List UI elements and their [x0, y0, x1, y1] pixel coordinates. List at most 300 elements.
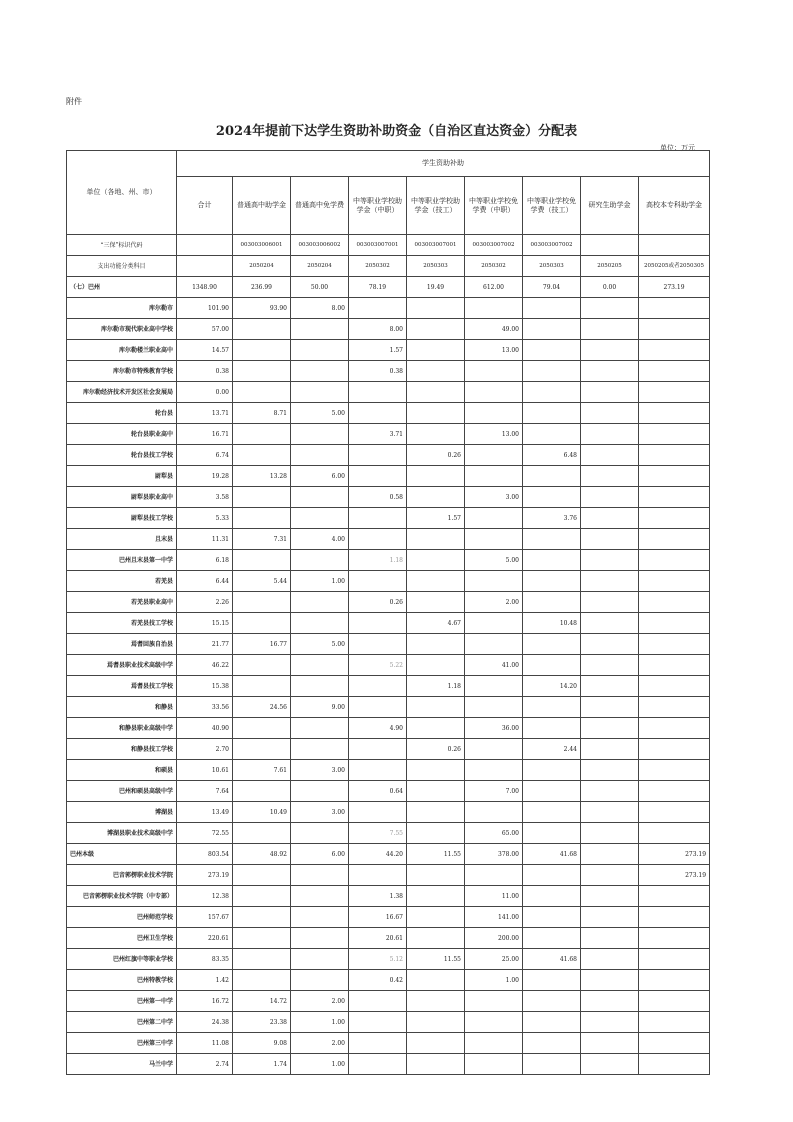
- value-cell: [581, 592, 639, 613]
- value-cell: [233, 823, 291, 844]
- value-cell: 72.55: [177, 823, 233, 844]
- value-cell: [523, 781, 581, 802]
- value-cell: 6.74: [177, 445, 233, 466]
- value-cell: [407, 928, 465, 949]
- value-cell: 14.20: [523, 676, 581, 697]
- value-cell: 13.49: [177, 802, 233, 823]
- value-cell: [349, 739, 407, 760]
- value-cell: 49.00: [465, 319, 523, 340]
- value-cell: [291, 508, 349, 529]
- value-cell: 273.19: [177, 865, 233, 886]
- value-cell: [465, 739, 523, 760]
- value-cell: 9.08: [233, 1033, 291, 1054]
- value-cell: [639, 970, 710, 991]
- value-cell: [291, 928, 349, 949]
- value-cell: [349, 508, 407, 529]
- value-cell: [407, 1054, 465, 1075]
- table-row: [67, 1012, 710, 1033]
- value-cell: [407, 1033, 465, 1054]
- value-cell: [523, 634, 581, 655]
- code-cell: 003003007002: [523, 235, 581, 256]
- value-cell: [407, 970, 465, 991]
- value-cell: [465, 613, 523, 634]
- value-cell: 7.64: [177, 781, 233, 802]
- value-cell: [291, 613, 349, 634]
- value-cell: 0.38: [349, 361, 407, 382]
- value-cell: [349, 298, 407, 319]
- value-cell: [407, 991, 465, 1012]
- row-unit-name: 库尔勒经济技术开发区社会发展局: [67, 382, 177, 403]
- value-cell: 0.58: [349, 487, 407, 508]
- value-cell: [523, 865, 581, 886]
- value-cell: [233, 445, 291, 466]
- value-cell: [639, 802, 710, 823]
- value-cell: [581, 1033, 639, 1054]
- row-unit-name: 巴州师范学校: [67, 907, 177, 928]
- value-cell: [639, 613, 710, 634]
- code-row: [67, 235, 710, 256]
- value-cell: [233, 424, 291, 445]
- value-cell: [639, 382, 710, 403]
- value-cell: 1.00: [291, 1012, 349, 1033]
- value-cell: 5.00: [291, 634, 349, 655]
- table-row: [67, 655, 710, 676]
- value-cell: 79.04: [523, 277, 581, 298]
- value-cell: 157.67: [177, 907, 233, 928]
- row-unit-name: 若羌县技工学校: [67, 613, 177, 634]
- value-cell: [291, 487, 349, 508]
- value-cell: 1.18: [407, 676, 465, 697]
- value-cell: [639, 739, 710, 760]
- value-cell: [639, 886, 710, 907]
- value-cell: [523, 928, 581, 949]
- value-cell: [581, 970, 639, 991]
- value-cell: [639, 403, 710, 424]
- value-cell: [291, 676, 349, 697]
- code-cell: 2050204: [233, 256, 291, 277]
- value-cell: [349, 802, 407, 823]
- value-cell: 9.00: [291, 697, 349, 718]
- code-cell: 003003006001: [233, 235, 291, 256]
- attachment-label: 附件: [66, 97, 82, 106]
- value-cell: [639, 550, 710, 571]
- value-cell: [581, 697, 639, 718]
- value-cell: [465, 634, 523, 655]
- value-cell: [523, 403, 581, 424]
- row-unit-name: 轮台县技工学校: [67, 445, 177, 466]
- value-cell: [639, 697, 710, 718]
- value-cell: [581, 466, 639, 487]
- value-cell: [465, 1054, 523, 1075]
- row-unit-name: 尉犁县职业高中: [67, 487, 177, 508]
- value-cell: [639, 928, 710, 949]
- value-cell: [523, 361, 581, 382]
- table-row: [67, 865, 710, 886]
- row-unit-name: 巴音郭楞职业技术学院（中专部）: [67, 886, 177, 907]
- allocation-table: [66, 150, 710, 1075]
- value-cell: [639, 1033, 710, 1054]
- value-cell: 21.77: [177, 634, 233, 655]
- value-cell: [523, 319, 581, 340]
- table-row: [67, 592, 710, 613]
- value-cell: 1.00: [291, 1054, 349, 1075]
- value-cell: [349, 991, 407, 1012]
- row-unit-name: 且末县: [67, 529, 177, 550]
- value-cell: 23.38: [233, 1012, 291, 1033]
- value-cell: [465, 1033, 523, 1054]
- row-unit-name: 马兰中学: [67, 1054, 177, 1075]
- code-row: [67, 256, 710, 277]
- table-row: [67, 487, 710, 508]
- value-cell: 20.61: [349, 928, 407, 949]
- table-row: [67, 403, 710, 424]
- value-cell: [233, 592, 291, 613]
- value-cell: [581, 823, 639, 844]
- value-cell: [581, 907, 639, 928]
- value-cell: [639, 529, 710, 550]
- value-cell: 5.12: [349, 949, 407, 970]
- value-cell: [407, 487, 465, 508]
- value-cell: [523, 466, 581, 487]
- code-cell: 2050303: [407, 256, 465, 277]
- value-cell: 0.00: [581, 277, 639, 298]
- value-cell: 11.08: [177, 1033, 233, 1054]
- value-cell: [407, 802, 465, 823]
- value-cell: 1.38: [349, 886, 407, 907]
- table-row: [67, 718, 710, 739]
- value-cell: [233, 781, 291, 802]
- value-cell: 6.44: [177, 571, 233, 592]
- column-header: 高校本专科助学金: [639, 177, 710, 235]
- value-cell: [291, 781, 349, 802]
- value-cell: [581, 571, 639, 592]
- value-cell: [581, 886, 639, 907]
- value-cell: 78.19: [349, 277, 407, 298]
- value-cell: 803.54: [177, 844, 233, 865]
- value-cell: [407, 886, 465, 907]
- value-cell: [523, 802, 581, 823]
- value-cell: 101.90: [177, 298, 233, 319]
- value-cell: [581, 361, 639, 382]
- value-cell: [407, 424, 465, 445]
- value-cell: [639, 781, 710, 802]
- value-cell: [233, 718, 291, 739]
- value-cell: 10.61: [177, 760, 233, 781]
- value-cell: [465, 571, 523, 592]
- value-cell: [407, 466, 465, 487]
- value-cell: [639, 718, 710, 739]
- value-cell: [581, 445, 639, 466]
- code-row-label: 支出功能分类科目: [67, 256, 177, 277]
- value-cell: [291, 382, 349, 403]
- value-cell: [581, 319, 639, 340]
- value-cell: [523, 592, 581, 613]
- value-cell: [523, 382, 581, 403]
- value-cell: [581, 655, 639, 676]
- value-cell: [581, 949, 639, 970]
- row-unit-name: 尉犁县技工学校: [67, 508, 177, 529]
- value-cell: 3.58: [177, 487, 233, 508]
- value-cell: [407, 865, 465, 886]
- value-cell: [349, 613, 407, 634]
- unit-note: 单位：万元: [660, 144, 695, 152]
- value-cell: [523, 1012, 581, 1033]
- value-cell: [465, 403, 523, 424]
- value-cell: [581, 718, 639, 739]
- value-cell: [465, 445, 523, 466]
- value-cell: 2.44: [523, 739, 581, 760]
- value-cell: 0.38: [177, 361, 233, 382]
- value-cell: [639, 949, 710, 970]
- value-cell: [465, 508, 523, 529]
- value-cell: [581, 298, 639, 319]
- value-cell: 200.00: [465, 928, 523, 949]
- code-row-label: “三保”标识代码: [67, 235, 177, 256]
- value-cell: [407, 529, 465, 550]
- value-cell: [291, 739, 349, 760]
- table-row: [67, 550, 710, 571]
- row-unit-name: 巴州本级: [67, 844, 177, 865]
- value-cell: [233, 886, 291, 907]
- value-cell: [407, 697, 465, 718]
- value-cell: 0.26: [349, 592, 407, 613]
- value-cell: [233, 676, 291, 697]
- value-cell: 5.22: [349, 655, 407, 676]
- value-cell: [523, 718, 581, 739]
- value-cell: [581, 529, 639, 550]
- value-cell: 48.92: [233, 844, 291, 865]
- value-cell: [291, 970, 349, 991]
- value-cell: 1.74: [233, 1054, 291, 1075]
- value-cell: [465, 802, 523, 823]
- value-cell: [407, 655, 465, 676]
- value-cell: [639, 1054, 710, 1075]
- row-unit-name: 轮台县: [67, 403, 177, 424]
- value-cell: [465, 466, 523, 487]
- table-row: [67, 1033, 710, 1054]
- value-cell: [581, 550, 639, 571]
- value-cell: [291, 424, 349, 445]
- table-row: [67, 445, 710, 466]
- value-cell: 11.55: [407, 949, 465, 970]
- value-cell: [639, 298, 710, 319]
- row-unit-name: 和硕县: [67, 760, 177, 781]
- value-cell: 50.00: [291, 277, 349, 298]
- row-unit-name: 尉犁县: [67, 466, 177, 487]
- row-unit-name: 巴州和硕县高级中学: [67, 781, 177, 802]
- value-cell: 24.56: [233, 697, 291, 718]
- value-cell: 12.38: [177, 886, 233, 907]
- value-cell: 0.26: [407, 739, 465, 760]
- value-cell: [581, 1054, 639, 1075]
- value-cell: [407, 382, 465, 403]
- value-cell: [349, 382, 407, 403]
- value-cell: [523, 970, 581, 991]
- value-cell: [523, 1033, 581, 1054]
- table-row: [67, 298, 710, 319]
- value-cell: 1.00: [465, 970, 523, 991]
- column-header: 研究生助学金: [581, 177, 639, 235]
- value-cell: 15.38: [177, 676, 233, 697]
- value-cell: [639, 760, 710, 781]
- document-title: 2024年提前下达学生资助补助资金（自治区直达资金）分配表: [215, 124, 578, 139]
- code-cell: 2050204: [291, 256, 349, 277]
- value-cell: 57.00: [177, 319, 233, 340]
- table-row: [67, 928, 710, 949]
- value-cell: [523, 823, 581, 844]
- column-header: 普通高中助学金: [233, 177, 291, 235]
- value-cell: [291, 886, 349, 907]
- row-unit-name: 巴州第三中学: [67, 1033, 177, 1054]
- value-cell: [523, 697, 581, 718]
- table-row: [67, 697, 710, 718]
- value-cell: 3.00: [291, 802, 349, 823]
- value-cell: [233, 949, 291, 970]
- value-cell: 2.74: [177, 1054, 233, 1075]
- code-cell: [177, 256, 233, 277]
- value-cell: [291, 550, 349, 571]
- value-cell: 13.00: [465, 340, 523, 361]
- value-cell: [465, 760, 523, 781]
- value-cell: 25.00: [465, 949, 523, 970]
- value-cell: [407, 298, 465, 319]
- table-row: [67, 466, 710, 487]
- value-cell: 612.00: [465, 277, 523, 298]
- value-cell: [407, 760, 465, 781]
- value-cell: 0.26: [407, 445, 465, 466]
- value-cell: [523, 571, 581, 592]
- value-cell: [233, 319, 291, 340]
- value-cell: [291, 907, 349, 928]
- row-unit-name: 焉耆县职业技术高级中学: [67, 655, 177, 676]
- value-cell: [581, 991, 639, 1012]
- value-cell: [407, 718, 465, 739]
- row-unit-name: 巴音郭楞职业技术学院: [67, 865, 177, 886]
- value-cell: [407, 634, 465, 655]
- value-cell: 16.67: [349, 907, 407, 928]
- value-cell: 0.42: [349, 970, 407, 991]
- value-cell: 13.28: [233, 466, 291, 487]
- value-cell: 6.48: [523, 445, 581, 466]
- value-cell: 5.00: [465, 550, 523, 571]
- value-cell: 24.38: [177, 1012, 233, 1033]
- column-header: 中等职业学校免学费（技工）: [523, 177, 581, 235]
- value-cell: [233, 928, 291, 949]
- value-cell: [465, 865, 523, 886]
- value-cell: [465, 529, 523, 550]
- value-cell: [407, 1012, 465, 1033]
- value-cell: 1.57: [407, 508, 465, 529]
- value-cell: [523, 1054, 581, 1075]
- value-cell: [581, 676, 639, 697]
- value-cell: 2.00: [291, 991, 349, 1012]
- table-row: [67, 781, 710, 802]
- value-cell: 7.55: [349, 823, 407, 844]
- row-unit-name: 巴州红旗中等职业学校: [67, 949, 177, 970]
- code-cell: 003003007002: [465, 235, 523, 256]
- value-cell: 4.67: [407, 613, 465, 634]
- value-cell: 16.72: [177, 991, 233, 1012]
- value-cell: [639, 592, 710, 613]
- value-cell: [291, 361, 349, 382]
- value-cell: [349, 445, 407, 466]
- value-cell: [349, 760, 407, 781]
- value-cell: [349, 1033, 407, 1054]
- value-cell: [523, 550, 581, 571]
- code-cell: 003003007001: [407, 235, 465, 256]
- table-row: [67, 277, 710, 298]
- row-unit-name: 巴州特教学校: [67, 970, 177, 991]
- value-cell: 236.99: [233, 277, 291, 298]
- value-cell: 7.61: [233, 760, 291, 781]
- value-cell: [349, 571, 407, 592]
- value-cell: 7.00: [465, 781, 523, 802]
- value-cell: 1.42: [177, 970, 233, 991]
- value-cell: [465, 361, 523, 382]
- value-cell: 93.90: [233, 298, 291, 319]
- value-cell: [639, 361, 710, 382]
- value-cell: 16.71: [177, 424, 233, 445]
- code-cell: [581, 235, 639, 256]
- value-cell: [639, 508, 710, 529]
- value-cell: 3.00: [291, 760, 349, 781]
- header-row-group: [67, 151, 710, 177]
- value-cell: 3.76: [523, 508, 581, 529]
- value-cell: [639, 676, 710, 697]
- table-row: [67, 1054, 710, 1075]
- value-cell: [581, 844, 639, 865]
- value-cell: [523, 424, 581, 445]
- group-header: 学生资助补助: [177, 151, 710, 177]
- value-cell: [233, 613, 291, 634]
- unit-column-header: 单位（各地、州、市）: [67, 151, 177, 235]
- value-cell: [407, 403, 465, 424]
- value-cell: [233, 970, 291, 991]
- code-cell: 2050303: [523, 256, 581, 277]
- table-row: [67, 739, 710, 760]
- value-cell: 2.00: [291, 1033, 349, 1054]
- value-cell: [233, 907, 291, 928]
- value-cell: [349, 1012, 407, 1033]
- value-cell: [639, 634, 710, 655]
- value-cell: 41.68: [523, 844, 581, 865]
- value-cell: 6.00: [291, 466, 349, 487]
- value-cell: 273.19: [639, 844, 710, 865]
- value-cell: 2.70: [177, 739, 233, 760]
- value-cell: [291, 592, 349, 613]
- value-cell: [233, 487, 291, 508]
- column-header: 合计: [177, 177, 233, 235]
- row-unit-name: 和静县技工学校: [67, 739, 177, 760]
- row-unit-name: 库尔勒市现代职业高中学校: [67, 319, 177, 340]
- value-cell: [407, 823, 465, 844]
- code-cell: 2050205: [581, 256, 639, 277]
- value-cell: [581, 760, 639, 781]
- value-cell: [465, 991, 523, 1012]
- value-cell: [291, 319, 349, 340]
- value-cell: [407, 571, 465, 592]
- row-unit-name: 巴州卫生学校: [67, 928, 177, 949]
- value-cell: 4.00: [291, 529, 349, 550]
- value-cell: 3.00: [465, 487, 523, 508]
- row-unit-name: （七）巴州: [67, 277, 177, 298]
- value-cell: [349, 634, 407, 655]
- value-cell: 16.77: [233, 634, 291, 655]
- table-row: [67, 886, 710, 907]
- value-cell: 8.71: [233, 403, 291, 424]
- value-cell: [639, 571, 710, 592]
- value-cell: [523, 760, 581, 781]
